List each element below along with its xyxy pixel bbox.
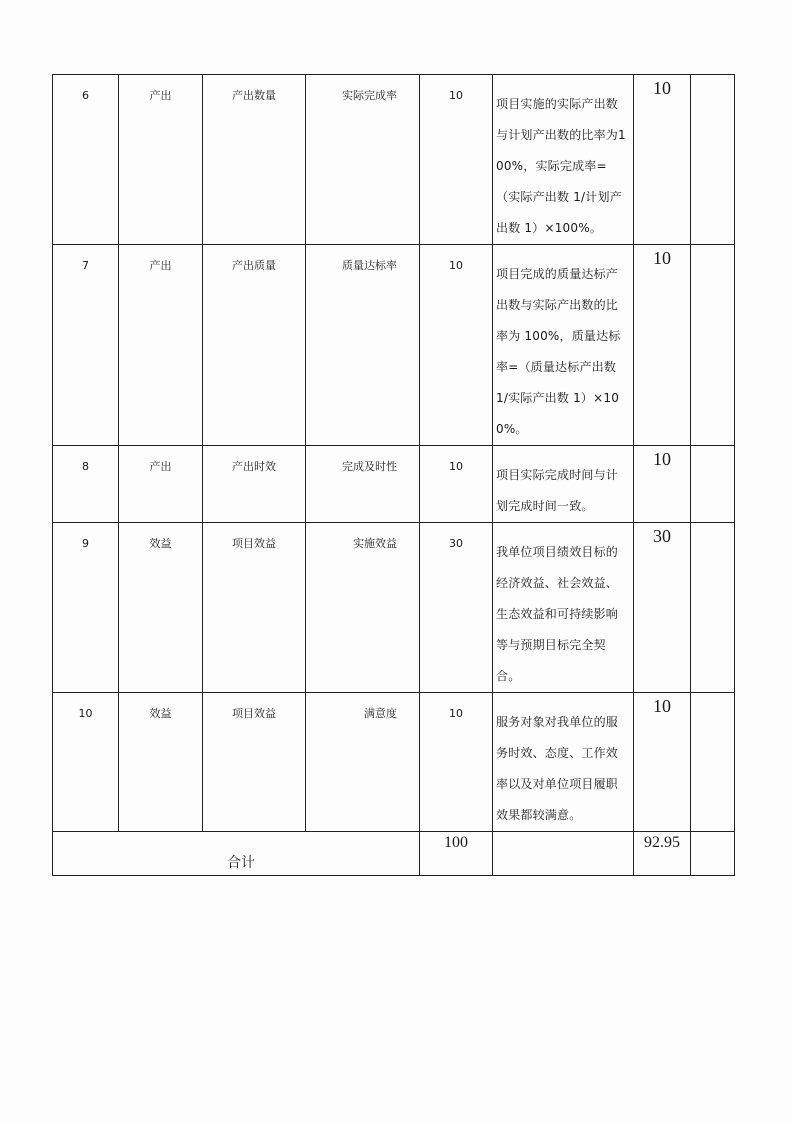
level2-indicator: 产出数量 bbox=[203, 75, 306, 245]
score-value: 10 bbox=[634, 245, 691, 446]
level2-indicator: 项目效益 bbox=[203, 523, 306, 693]
scoring-standard: 我单位项目绩效目标的经济效益、社会效益、生态效益和可持续影响等与预期目标完全契合。 bbox=[493, 523, 634, 693]
table-row bbox=[53, 446, 735, 523]
row-number: 6 bbox=[53, 75, 119, 245]
weight-value: 10 bbox=[420, 693, 493, 832]
level3-indicator: 满意度 bbox=[306, 693, 420, 832]
level3-indicator: 质量达标率 bbox=[306, 245, 420, 446]
total-score: 92.95 bbox=[634, 832, 691, 876]
level1-indicator: 产出 bbox=[119, 245, 203, 446]
weight-value: 10 bbox=[420, 75, 493, 245]
note-cell bbox=[691, 75, 735, 245]
score-value: 10 bbox=[634, 693, 691, 832]
level3-indicator: 完成及时性 bbox=[306, 446, 420, 523]
note-cell bbox=[691, 523, 735, 693]
note-cell bbox=[691, 693, 735, 832]
total-weight: 100 bbox=[420, 832, 493, 876]
performance-evaluation-table bbox=[52, 74, 735, 876]
scoring-standard: 项目实施的实际产出数与计划产出数的比率为100%，实际完成率=（实际产出数 1/计划产出数 1）×100%。 bbox=[493, 75, 634, 245]
note-cell bbox=[691, 245, 735, 446]
score-value: 10 bbox=[634, 446, 691, 523]
score-value: 10 bbox=[634, 75, 691, 245]
total-label: 合计 bbox=[53, 832, 420, 876]
level1-indicator: 效益 bbox=[119, 523, 203, 693]
note-cell bbox=[691, 446, 735, 523]
row-number: 9 bbox=[53, 523, 119, 693]
level1-indicator: 产出 bbox=[119, 446, 203, 523]
weight-value: 30 bbox=[420, 523, 493, 693]
level3-indicator: 实际完成率 bbox=[306, 75, 420, 245]
row-number: 7 bbox=[53, 245, 119, 446]
scoring-standard: 项目实际完成时间与计划完成时间一致。 bbox=[493, 446, 634, 523]
level1-indicator: 效益 bbox=[119, 693, 203, 832]
weight-value: 10 bbox=[420, 245, 493, 446]
table-row bbox=[53, 245, 735, 446]
scoring-standard: 项目完成的质量达标产出数与实际产出数的比率为 100%，质量达标率=（质量达标产出数 1/实际产出数 1）×100%。 bbox=[493, 245, 634, 446]
row-number: 8 bbox=[53, 446, 119, 523]
level3-indicator: 实施效益 bbox=[306, 523, 420, 693]
level1-indicator: 产出 bbox=[119, 75, 203, 245]
total-standard-cell bbox=[493, 832, 634, 876]
level2-indicator: 产出时效 bbox=[203, 446, 306, 523]
level2-indicator: 产出质量 bbox=[203, 245, 306, 446]
level2-indicator: 项目效益 bbox=[203, 693, 306, 832]
table-row bbox=[53, 693, 735, 832]
table-row bbox=[53, 523, 735, 693]
row-number: 10 bbox=[53, 693, 119, 832]
scoring-standard: 服务对象对我单位的服务时效、态度、工作效率以及对单位项目履职效果都较满意。 bbox=[493, 693, 634, 832]
table-row bbox=[53, 75, 735, 245]
total-row bbox=[53, 832, 735, 876]
weight-value: 10 bbox=[420, 446, 493, 523]
score-value: 30 bbox=[634, 523, 691, 693]
total-note-cell bbox=[691, 832, 735, 876]
